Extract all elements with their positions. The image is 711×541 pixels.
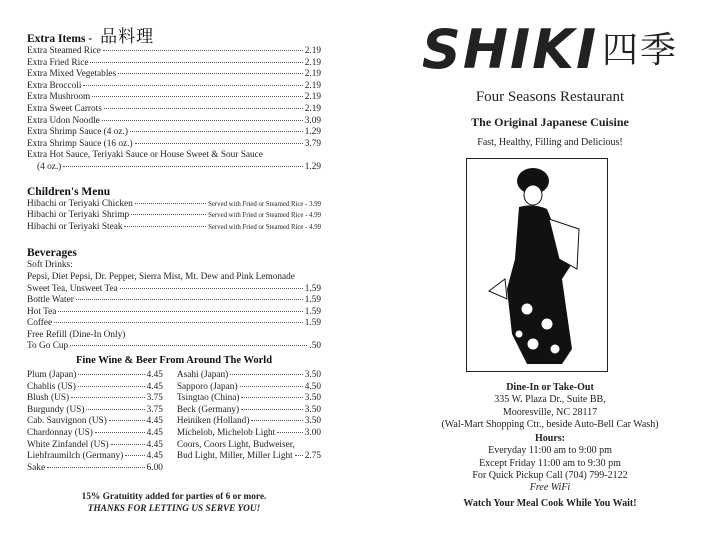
dine-in-label: Dine-In or Take-Out: [506, 382, 594, 393]
item-price: 1.29: [304, 161, 321, 172]
dot-leader: [86, 409, 144, 410]
list-item: [27, 127, 321, 139]
item-name: Sapporo (Japan): [176, 381, 238, 392]
item-price: 1.59: [304, 318, 321, 329]
logo-kanji: 四季: [602, 30, 679, 71]
extra-items-list: [27, 46, 321, 150]
item-name: Sweet Tea, Unsweet Tea: [27, 283, 118, 294]
list-item: [27, 46, 321, 58]
list-item: [27, 92, 321, 104]
item-name: Hibachi or Teriyaki Shrimp: [27, 210, 130, 221]
list-item: [27, 58, 321, 70]
item-name: Heiniken (Holland): [176, 416, 250, 427]
item-price: .50: [309, 341, 321, 352]
list-item: [27, 104, 321, 116]
item-name: Bud Light, Miller, Miller Light: [176, 451, 293, 462]
dot-leader: [95, 432, 145, 433]
dot-leader: [54, 322, 303, 323]
item-name: (4 oz.): [37, 161, 62, 172]
item-price: 3.75: [146, 393, 163, 404]
address-line: Mooresville, NC 28117: [502, 406, 598, 418]
item-name: Asahi (Japan): [176, 370, 229, 381]
dot-leader: [104, 108, 303, 109]
item-price: 2.19: [304, 57, 321, 68]
list-item: [27, 199, 321, 211]
dot-leader: [241, 409, 303, 410]
item-price: 4.45: [146, 370, 163, 381]
gratuity-note: 15% Gratuitity added for parties of 6 or more.: [81, 492, 267, 503]
dot-leader: [230, 374, 302, 375]
list-item: [27, 162, 321, 174]
item-name: Extra Mushroom: [27, 92, 91, 103]
item-name: Cab. Sauvignon (US): [27, 416, 107, 427]
item-price: 4.45: [146, 451, 163, 462]
item-price: 2.19: [304, 92, 321, 103]
list-item: [27, 318, 321, 330]
item-price: 3.79: [304, 138, 321, 149]
info-block: [405, 382, 695, 510]
item-price: 1.59: [304, 295, 321, 306]
item-name: Extra Fried Rice: [27, 57, 89, 68]
dot-leader: [124, 226, 206, 227]
item-price: 4.45: [146, 439, 163, 450]
heading-text: Extra Items -: [27, 33, 93, 45]
dot-leader: [125, 455, 144, 456]
item-price: 3.50: [304, 404, 321, 415]
dot-leader: [131, 214, 206, 215]
item-price: 4.45: [146, 381, 163, 392]
soft-drinks-list: Pepsi, Diet Pepsi, Dr. Pepper, Sierra Mist, Mt. Dew and Pink Lemonade: [27, 271, 295, 282]
tagline: The Original Japanese Cuisine: [471, 115, 629, 129]
list-item: [177, 405, 321, 417]
list-item: [27, 295, 321, 307]
hours-line: Everyday 11:00 am to 9:00 pm: [488, 445, 612, 457]
item-price: 2.19: [304, 69, 321, 80]
children-menu-heading: Children's Menu: [27, 185, 111, 198]
item-note: Served with Fried or Steamed Rice - 4.99: [208, 223, 321, 231]
item-price: 2.75: [304, 451, 321, 462]
dot-leader: [103, 50, 303, 51]
item-name: Extra Shrimp Sauce (16 oz.): [27, 138, 133, 149]
left-menu-column: [27, 27, 321, 516]
item-name: Bottle Water: [27, 295, 74, 306]
dot-leader: [92, 96, 302, 97]
list-item: [27, 81, 321, 93]
beverages-list: [27, 284, 321, 330]
dot-leader: [71, 397, 144, 398]
list-item: [177, 393, 321, 405]
list-item: [27, 440, 163, 452]
dot-leader: [83, 85, 302, 86]
item-name: Extra Broccoli: [27, 80, 82, 91]
wine-beer-table: [27, 370, 321, 474]
item-price: 3.75: [146, 404, 163, 415]
extra-items-heading: [27, 27, 321, 47]
dot-leader: [251, 420, 302, 421]
address-line: 335 W. Plaza Dr., Suite BB,: [494, 394, 606, 406]
dot-leader: [102, 120, 303, 121]
shiki-logo: [405, 18, 695, 83]
item-price: 3.09: [304, 115, 321, 126]
item-name: Extra Mixed Vegetables: [27, 69, 117, 80]
thanks-note: THANKS FOR LETTING US SERVE YOU!: [87, 504, 261, 514]
address-line: (Wal-Mart Shopping Ctr., beside Auto-Bell Car Wash): [441, 418, 659, 430]
item-price: 2.19: [304, 80, 321, 91]
list-item: [27, 69, 321, 81]
item-name: Michelob, Michelob Light: [176, 428, 276, 439]
long-item-text: Extra Hot Sauce, Teriyaki Sauce or House Sweet & Sour Sauce: [27, 150, 263, 161]
item-price: 2.19: [304, 46, 321, 56]
item-name: Burgundy (US): [27, 404, 85, 415]
list-item: [27, 405, 163, 417]
dot-leader: [120, 288, 303, 289]
item-name: Coffee: [27, 318, 53, 329]
item-name: Chardonnay (US): [27, 428, 93, 439]
restaurant-name: Four Seasons Restaurant: [475, 89, 625, 105]
list-item: [177, 382, 321, 394]
beverages-heading: Beverages: [27, 247, 77, 260]
item-price: 3.00: [304, 428, 321, 439]
item-name: Beck (Germany): [176, 404, 240, 415]
dot-leader: [58, 311, 302, 312]
item-name: Hibachi or Teriyaki Chicken: [27, 198, 133, 209]
list-item: [27, 222, 321, 234]
item-name: Tsingtao (China): [176, 393, 240, 404]
dot-leader: [118, 73, 303, 74]
item-name: Chablis (US): [27, 381, 76, 392]
list-item: [27, 451, 163, 463]
phone-line: For Quick Pickup Call (704) 799-2122: [472, 470, 628, 482]
item-price: 4.50: [304, 381, 321, 392]
item-price: 1.29: [304, 127, 321, 138]
beer-multi-line: Coors, Coors Light, Budweiser,: [176, 439, 295, 450]
watch-note: Watch Your Meal Cook While You Wait!: [463, 497, 637, 509]
list-item: [27, 382, 163, 394]
list-item: [27, 393, 163, 405]
dot-leader: [111, 444, 145, 445]
dot-leader: [109, 420, 145, 421]
item-price: 2.19: [304, 103, 321, 114]
geisha-icon: [467, 159, 606, 370]
item-price: 4.45: [146, 428, 163, 439]
dot-leader: [295, 455, 303, 456]
item-name: Extra Udon Noodle: [27, 115, 100, 126]
list-item: [27, 370, 163, 382]
wine-beer-heading: Fine Wine & Beer From Around The World: [75, 355, 273, 367]
hours-heading: Hours:: [535, 433, 565, 445]
list-item: [27, 307, 321, 319]
dot-leader: [47, 467, 145, 468]
kanji-text: 品料理: [100, 27, 155, 47]
dot-leader: [277, 432, 302, 433]
slogan: Fast, Healthy, Filling and Delicious!: [477, 137, 623, 148]
geisha-illustration: [466, 158, 608, 372]
children-items-list: [27, 199, 321, 234]
item-note: Served with Fried or Steamed Rice - 4.99: [208, 212, 321, 220]
wifi-note: Free WiFi: [529, 482, 571, 494]
item-price: 6.00: [146, 462, 163, 473]
list-item: [27, 428, 163, 440]
item-name: Plum (Japan): [27, 370, 77, 381]
item-name: Hibachi or Teriyaki Steak: [27, 221, 123, 232]
list-item: [27, 463, 163, 475]
list-item: [177, 370, 321, 382]
item-price: 3.50: [304, 370, 321, 381]
item-name: Blush (US): [27, 393, 70, 404]
dot-leader: [135, 143, 303, 144]
list-item: [177, 416, 321, 428]
dot-leader: [78, 374, 144, 375]
wine-column: [27, 370, 163, 474]
dot-leader: [130, 131, 303, 132]
dot-leader: [240, 386, 303, 387]
logo-text: SHIKI: [421, 18, 599, 81]
list-item: [27, 139, 321, 151]
dot-leader: [241, 397, 302, 398]
soft-drinks-label: Soft Drinks:: [27, 260, 73, 271]
list-item: [27, 416, 163, 428]
item-price: 1.59: [304, 283, 321, 294]
list-item: [27, 116, 321, 128]
list-item: [27, 210, 321, 222]
item-name: Liebfraumilch (Germany): [27, 451, 124, 462]
list-item: [177, 428, 321, 440]
item-name: White Zinfandel (US): [27, 439, 109, 450]
beer-column: [177, 370, 321, 474]
list-item: [27, 341, 321, 353]
item-name: Extra Sweet Carrots: [27, 103, 102, 114]
item-note: Served with Fried or Steamed Rice - 3.99: [208, 200, 321, 208]
item-name: Hot Tea: [27, 306, 57, 317]
dot-leader: [76, 299, 303, 300]
dot-leader: [135, 203, 206, 204]
item-price: 1.59: [304, 306, 321, 317]
hours-line: Except Friday 11:00 am to 9:30 pm: [479, 457, 621, 469]
item-name: To Go Cup: [27, 341, 69, 352]
dot-leader: [90, 62, 302, 63]
list-item: [27, 284, 321, 296]
item-price: 4.45: [146, 416, 163, 427]
item-name: Extra Shrimp Sauce (4 oz.): [27, 127, 128, 138]
item-name: Extra Steamed Rice: [27, 46, 101, 56]
item-price: 3.50: [304, 416, 321, 427]
item-name: Sake: [27, 462, 46, 473]
list-item: [177, 451, 321, 463]
dot-leader: [78, 386, 145, 387]
item-price: 3.50: [304, 393, 321, 404]
refill-note: Free Refill (Dine-In Only): [27, 329, 126, 340]
